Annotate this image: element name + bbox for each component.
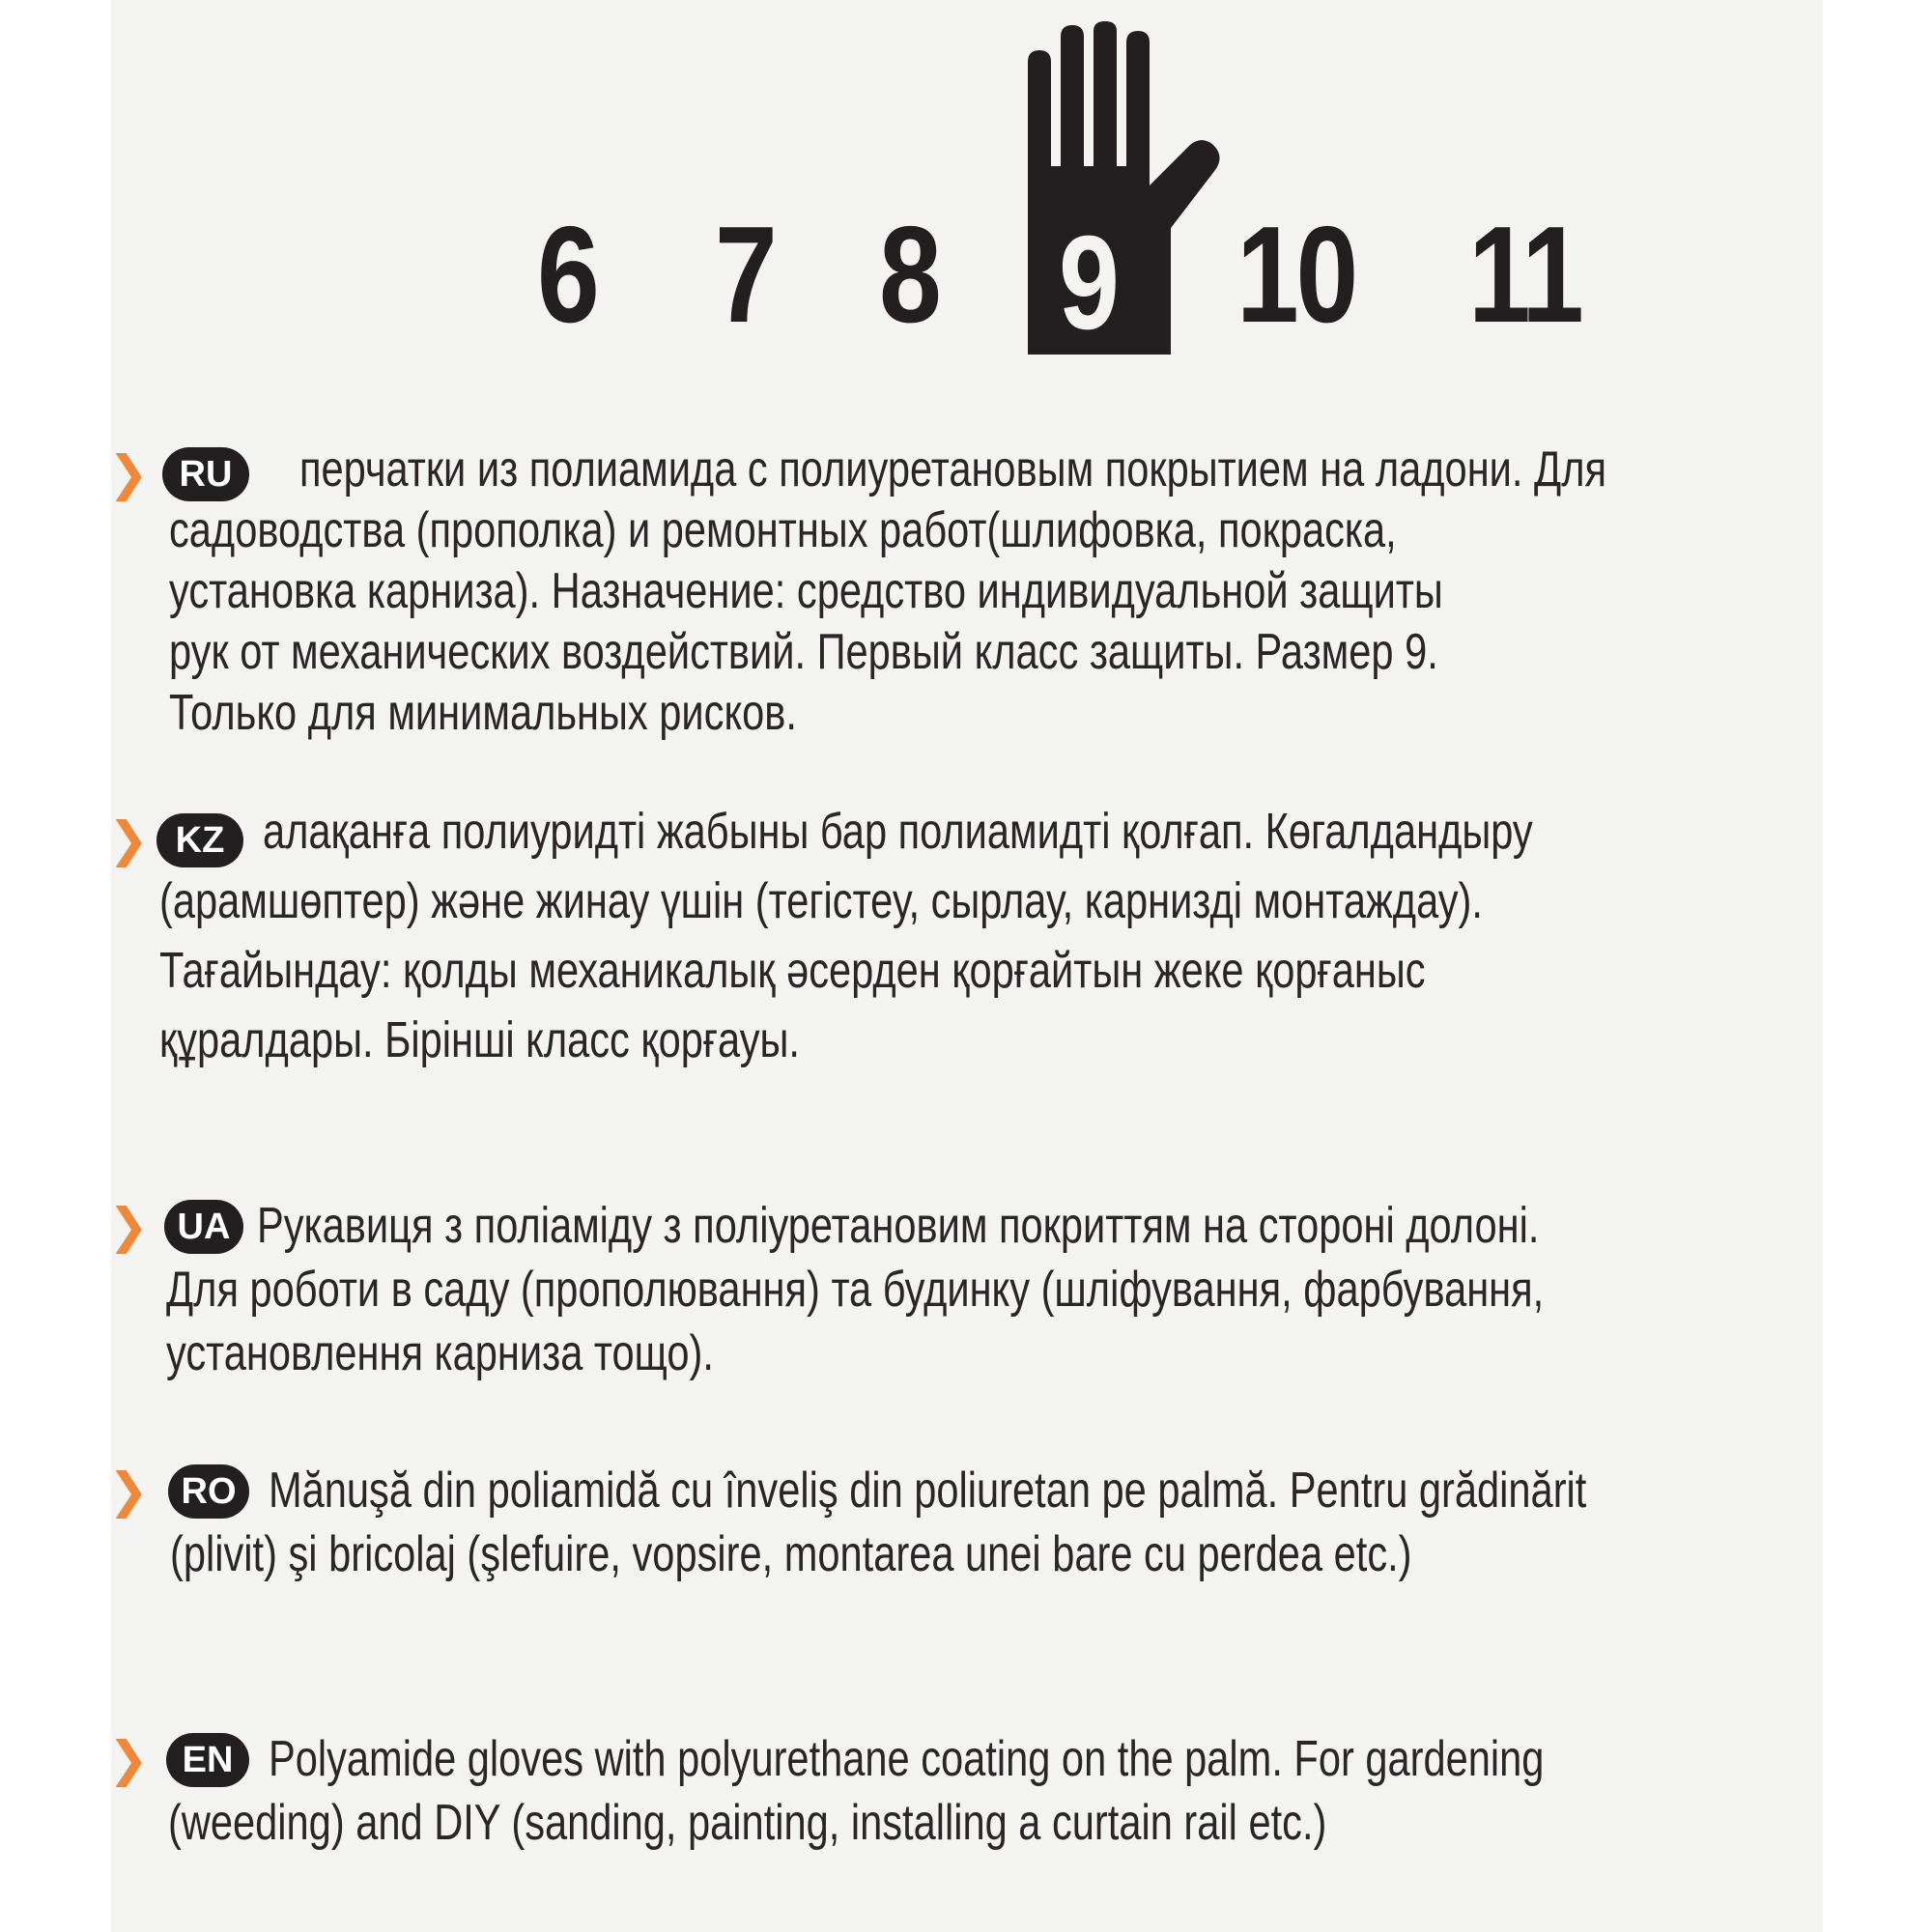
chevron-right-icon: ❯ (108, 811, 149, 867)
size-6: 6 (537, 198, 597, 352)
lang-badge-kz: KZ (156, 813, 243, 867)
text-line: установлення карниза тощо). (166, 1325, 714, 1381)
text-line: (weeding) and DIY (sanding, painting, installing a curtain rail etc.) (168, 1795, 1327, 1851)
chevron-right-icon: ❯ (108, 1463, 149, 1519)
chevron-right-icon: ❯ (108, 1198, 149, 1254)
size-9-selected: 9 (1059, 209, 1120, 357)
size-10: 10 (1236, 198, 1355, 352)
text-line: Polyamide gloves with polyurethane coating on the palm. For gardening (269, 1731, 1545, 1787)
hand-icon (1024, 21, 1232, 355)
size-chart (0, 198, 1932, 357)
lang-badge-ru: RU (162, 447, 249, 501)
size-11: 11 (1468, 198, 1581, 352)
lang-badge-ua: UA (164, 1200, 243, 1254)
chevron-right-icon: ❯ (108, 1731, 149, 1787)
text-line: алақанға полиуридті жабыны бар полиамидті қолғап. Көгалдандыру (263, 804, 1533, 860)
text-line: Только для минимальных рисков. (169, 685, 797, 741)
text-line: (plivit) şi bricolaj (şlefuire, vopsire, montarea unei bare cu perdea etc.) (170, 1526, 1412, 1582)
size-8: 8 (879, 198, 939, 352)
text-line: садоводства (прополка) и ремонтных работ(шлифовка, покраска, (169, 502, 1397, 558)
text-line: Для роботи в саду (прополювання) та будинку (шліфування, фарбування, (166, 1262, 1545, 1318)
text-line: құралдары. Бірінші класс қорғауы. (159, 1012, 800, 1068)
size-7: 7 (715, 198, 775, 352)
text-line: Тағайындау: қолды механикалық әсерден қорғайтын жеке қорғаныс (159, 943, 1426, 999)
text-line: установка карниза). Назначение: средство индивидуальной защиты (169, 563, 1443, 619)
lang-badge-en: EN (166, 1733, 249, 1787)
text-line: (арамшөптер) және жинау үшін (тегістеу, сырлау, карнизді монтаждау). (159, 873, 1483, 929)
text-line: Mănuşă din poliamidă cu înveliş din poliuretan pe palmă. Pentru grădinărit (269, 1463, 1587, 1519)
text-line: Рукавиця з поліаміду з поліуретановим покриттям на стороні долоні. (257, 1198, 1540, 1254)
lang-badge-ro: RO (168, 1464, 249, 1519)
text-line: рук от механических воздействий. Первый класс защиты. Размер 9. (169, 624, 1438, 680)
text-line: перчатки из полиамида с полиуретановым покрытием на ладони. Для (299, 441, 1606, 497)
chevron-right-icon: ❯ (108, 445, 149, 501)
